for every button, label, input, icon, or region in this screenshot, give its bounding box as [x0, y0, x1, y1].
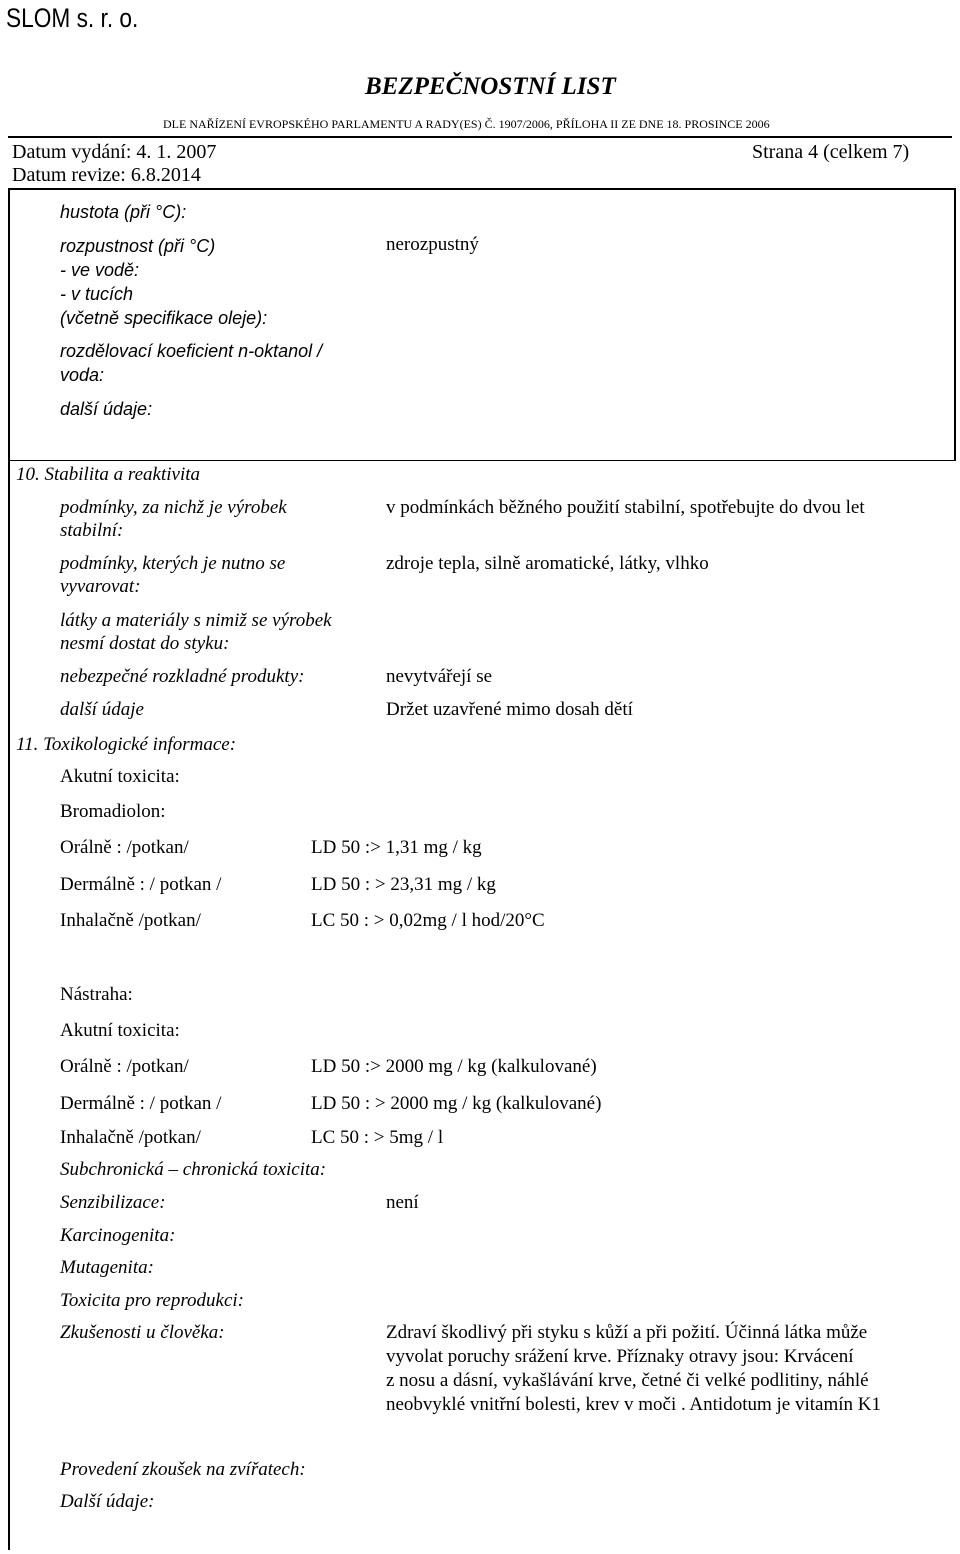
human-experience-label: Zkušenosti u člověka:: [60, 1322, 225, 1343]
solubility-value: nerozpustný: [386, 234, 479, 255]
page-frame-left: [8, 189, 10, 1550]
bait-inhalation-label: Inhalačně /potkan/: [60, 1127, 201, 1148]
incompatible-materials-label: látky a materiály s nimiž se výrobek: [60, 610, 332, 631]
document-title: BEZPEČNOSTNÍ LIST: [365, 73, 616, 100]
solubility-water-label: - ve vodě:: [60, 260, 140, 280]
sensitization-value: není: [386, 1192, 419, 1213]
issue-date: Datum vydání: 4. 1. 2007: [12, 141, 217, 163]
human-experience-line-1: Zdraví škodlivý při styku s kůží a při požití. Účinná látka může: [386, 1322, 868, 1343]
stable-conditions-value: v podmínkách běžného použití stabilní, spotřebujte do dvou let: [386, 497, 865, 518]
section11-heading: 11. Toxikologické informace:: [16, 734, 237, 755]
avoid-conditions-label: podmínky, kterých je nutno se: [60, 553, 286, 574]
header-bottom-rule: [8, 188, 956, 190]
bait-label: Nástraha:: [60, 984, 133, 1005]
mutagenicity-label: Mutagenita:: [60, 1257, 154, 1278]
revision-date: Datum revize: 6.8.2014: [12, 164, 201, 186]
section10-heading: 10. Stabilita a reaktivita: [16, 464, 200, 485]
bromadiolone-dermal-label: Dermálně : / potkan /: [60, 874, 222, 895]
decomposition-label: nebezpečné rozkladné produkty:: [60, 666, 305, 687]
bromadiolone-dermal-value: LD 50 : > 23,31 mg / kg: [311, 874, 496, 895]
decomposition-value: nevytvářejí se: [386, 666, 493, 687]
bait-oral-value: LD 50 :> 2000 mg / kg (kalkulované): [311, 1056, 597, 1077]
carcinogenicity-label: Karcinogenita:: [60, 1225, 176, 1246]
incompatible-materials-label-2: nesmí dostat do styku:: [60, 633, 230, 654]
bromadiolone-oral-value: LD 50 :> 1,31 mg / kg: [311, 837, 482, 858]
bait-dermal-value: LD 50 : > 2000 mg / kg (kalkulované): [311, 1093, 602, 1114]
section9-other-label: další údaje:: [60, 399, 153, 419]
partition-label: rozdělovací koeficient n-oktanol /: [60, 341, 323, 361]
bait-dermal-label: Dermálně : / potkan /: [60, 1093, 222, 1114]
animal-tests-label: Provedení zkoušek na zvířatech:: [60, 1459, 306, 1480]
section10-other-label: další údaje: [60, 699, 144, 720]
human-experience-line-4: neobvyklé vnitřní bolesti, krev v moči . Antidotum je vitamín K1: [386, 1394, 881, 1415]
solubility-label: rozpustnost (při °C): [60, 236, 216, 256]
human-experience-line-3: z nosu a dásní, vykašlávání krve, četné či velké podlitiny, náhlé: [386, 1370, 869, 1391]
human-experience-line-2: vyvolat poruchy srážení krve. Příznaky otravy jsou: Krvácení: [386, 1346, 854, 1367]
page-frame-right: [954, 189, 956, 461]
section10-other-value: Držet uzavřené mimo dosah dětí: [386, 699, 633, 720]
partition-label-2: voda:: [60, 365, 105, 385]
section11-other-label: Další údaje:: [60, 1491, 155, 1512]
solubility-fat-label: - v tucích: [60, 284, 134, 304]
stable-conditions-label: podmínky, za nichž je výrobek: [60, 497, 287, 518]
company-name: SLOM s. r. o.: [6, 3, 139, 33]
regulation-reference: DLE NAŘÍZENÍ EVROPSKÉHO PARLAMENTU A RADY(ES) Č. 1907/2006, PŘÍLOHA II ZE DNE 18. PROSINCE 2006: [163, 117, 770, 131]
section9-bottom-rule: [8, 460, 956, 461]
stable-conditions-label-2: stabilní:: [60, 520, 124, 541]
acute-toxicity-label: Akutní toxicita:: [60, 766, 180, 787]
bromadiolone-label: Bromadiolon:: [60, 801, 166, 822]
avoid-conditions-value: zdroje tepla, silně aromatické, látky, vlhko: [386, 553, 709, 574]
density-label: hustota (při °C):: [60, 202, 187, 222]
bromadiolone-oral-label: Orálně : /potkan/: [60, 837, 189, 858]
bait-acute-toxicity-label: Akutní toxicita:: [60, 1020, 180, 1041]
reproductive-toxicity-label: Toxicita pro reprodukci:: [60, 1290, 244, 1311]
bait-oral-label: Orálně : /potkan/: [60, 1056, 189, 1077]
page-number: Strana 4 (celkem 7): [752, 141, 910, 163]
header-rule: [8, 136, 952, 138]
bromadiolone-inhalation-label: Inhalačně /potkan/: [60, 910, 201, 931]
bait-inhalation-value: LC 50 : > 5mg / l: [311, 1127, 444, 1148]
subchronic-toxicity-label: Subchronická – chronická toxicita:: [60, 1159, 327, 1180]
sensitization-label: Senzibilizace:: [60, 1192, 166, 1213]
solubility-fat-label-2: (včetně specifikace oleje):: [60, 308, 268, 328]
avoid-conditions-label-2: vyvarovat:: [60, 576, 141, 597]
bromadiolone-inhalation-value: LC 50 : > 0,02mg / l hod/20°C: [311, 910, 545, 931]
